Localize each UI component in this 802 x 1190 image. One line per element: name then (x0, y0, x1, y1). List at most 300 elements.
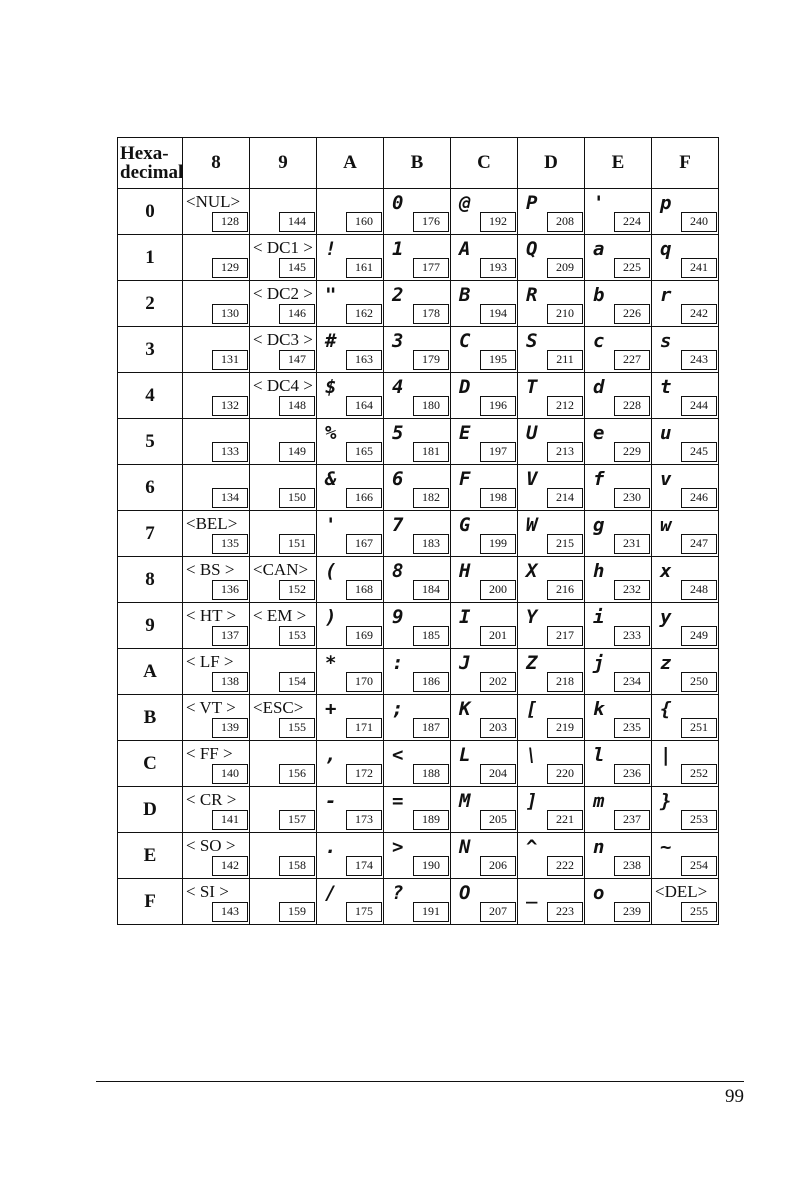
table-cell (183, 879, 250, 925)
cell-content (317, 512, 383, 556)
table-cell (317, 741, 384, 787)
table-row (118, 511, 719, 557)
table-cell (250, 833, 317, 879)
cell-content (652, 512, 718, 556)
control-code-label: <DEL> (655, 881, 708, 901)
table-cell (451, 281, 518, 327)
cell-content (317, 834, 383, 878)
cell-content (652, 558, 718, 602)
table-cell (384, 465, 451, 511)
cell-content (250, 328, 316, 372)
character-glyph: B (459, 283, 471, 306)
table-cell (451, 649, 518, 695)
decimal-code-box: 157 (279, 810, 315, 830)
table-body (118, 189, 719, 925)
character-glyph: * (325, 651, 337, 674)
table-cell (585, 327, 652, 373)
table-cell (183, 833, 250, 879)
character-glyph: s (660, 329, 672, 352)
table-cell (183, 511, 250, 557)
character-glyph: V (526, 467, 538, 490)
character-glyph: # (325, 329, 337, 352)
decimal-code-box: 137 (212, 626, 248, 646)
cell-content (183, 236, 249, 280)
decimal-code-box: 233 (614, 626, 650, 646)
cell-content (183, 558, 249, 602)
character-glyph: $ (325, 375, 337, 398)
table-cell (384, 787, 451, 833)
decimal-code-box: 250 (681, 672, 717, 692)
table-cell (451, 235, 518, 281)
table-cell (183, 557, 250, 603)
table-cell (518, 327, 585, 373)
decimal-code-box: 179 (413, 350, 449, 370)
character-glyph: Z (526, 651, 538, 674)
decimal-code-box: 212 (547, 396, 583, 416)
character-glyph: k (593, 697, 605, 720)
control-code-label: <NUL> (186, 191, 241, 211)
character-glyph: @ (459, 191, 471, 214)
cell-content (183, 880, 249, 924)
decimal-code-box: 206 (480, 856, 516, 876)
decimal-code-box: 156 (279, 764, 315, 784)
character-glyph: N (459, 835, 471, 858)
decimal-code-box: 203 (480, 718, 516, 738)
cell-content (317, 650, 383, 694)
decimal-code-box: 198 (480, 488, 516, 508)
cell-content (518, 788, 584, 832)
table-cell (585, 235, 652, 281)
character-glyph: a (593, 237, 605, 260)
row-header: C (118, 741, 183, 787)
table-cell (451, 603, 518, 649)
decimal-code-box: 181 (413, 442, 449, 462)
character-glyph: ( (325, 559, 337, 582)
character-glyph: t (660, 375, 672, 398)
cell-content (384, 236, 450, 280)
cell-content (183, 834, 249, 878)
table-cell (585, 787, 652, 833)
cell-content (652, 236, 718, 280)
cell-content (518, 834, 584, 878)
table-cell (317, 373, 384, 419)
character-glyph: , (325, 743, 337, 766)
cell-content (250, 282, 316, 326)
control-code-label: < DC3 > (253, 329, 313, 349)
cell-content (652, 696, 718, 740)
decimal-code-box: 172 (346, 764, 382, 784)
table-cell (183, 189, 250, 235)
row-header: E (118, 833, 183, 879)
character-glyph: n (593, 835, 605, 858)
character-glyph: v (660, 467, 672, 490)
table-cell (518, 879, 585, 925)
table-row (118, 189, 719, 235)
decimal-code-box: 149 (279, 442, 315, 462)
cell-content (250, 880, 316, 924)
decimal-code-box: 221 (547, 810, 583, 830)
decimal-code-box: 165 (346, 442, 382, 462)
table-cell (384, 511, 451, 557)
character-glyph: F (459, 467, 471, 490)
character-glyph: f (593, 467, 605, 490)
character-glyph: [ (526, 697, 538, 720)
cell-content (451, 328, 517, 372)
table-row (118, 695, 719, 741)
cell-content (317, 788, 383, 832)
character-glyph: 5 (392, 421, 404, 444)
decimal-code-box: 218 (547, 672, 583, 692)
table-cell (585, 695, 652, 741)
table-cell (652, 189, 719, 235)
cell-content (250, 190, 316, 234)
decimal-code-box: 171 (346, 718, 382, 738)
cell-content (451, 788, 517, 832)
character-glyph: O (459, 881, 471, 904)
table-cell (518, 281, 585, 327)
table-cell (518, 373, 585, 419)
table-cell (317, 281, 384, 327)
character-glyph: M (459, 789, 471, 812)
cell-content (317, 282, 383, 326)
table-cell (451, 879, 518, 925)
table-cell (585, 741, 652, 787)
control-code-label: < VT > (186, 697, 236, 717)
table-row (118, 649, 719, 695)
cell-content (451, 558, 517, 602)
table-cell (250, 511, 317, 557)
table-cell (250, 557, 317, 603)
decimal-code-box: 136 (212, 580, 248, 600)
character-glyph: R (526, 283, 538, 306)
decimal-code-box: 195 (480, 350, 516, 370)
column-header: C (451, 138, 518, 189)
table-cell (652, 419, 719, 465)
row-header: 4 (118, 373, 183, 419)
decimal-code-box: 160 (346, 212, 382, 232)
table-cell (652, 603, 719, 649)
row-header: D (118, 787, 183, 833)
character-glyph: ; (392, 697, 404, 720)
table-cell (183, 419, 250, 465)
character-glyph: Q (526, 237, 538, 260)
decimal-code-box: 207 (480, 902, 516, 922)
control-code-label: < DC1 > (253, 237, 313, 257)
decimal-code-box: 190 (413, 856, 449, 876)
character-glyph: H (459, 559, 471, 582)
cell-content (451, 604, 517, 648)
decimal-code-box: 178 (413, 304, 449, 324)
decimal-code-box: 128 (212, 212, 248, 232)
table-cell (384, 281, 451, 327)
cell-content (652, 604, 718, 648)
character-glyph: 0 (392, 191, 404, 214)
character-glyph: : (392, 651, 404, 674)
column-header: 9 (250, 138, 317, 189)
decimal-code-box: 138 (212, 672, 248, 692)
table-cell (518, 189, 585, 235)
character-glyph: ^ (526, 835, 538, 858)
decimal-code-box: 237 (614, 810, 650, 830)
decimal-code-box: 223 (547, 902, 583, 922)
cell-content (384, 834, 450, 878)
table-cell (518, 833, 585, 879)
decimal-code-box: 229 (614, 442, 650, 462)
table-cell (317, 327, 384, 373)
decimal-code-box: 252 (681, 764, 717, 784)
decimal-code-box: 222 (547, 856, 583, 876)
cell-content (384, 512, 450, 556)
control-code-label: <ESC> (253, 697, 304, 717)
character-glyph: d (593, 375, 605, 398)
table-cell (183, 465, 250, 511)
table-cell (384, 649, 451, 695)
table-cell (652, 741, 719, 787)
cell-content (250, 374, 316, 418)
character-glyph: l (593, 743, 605, 766)
table-row (118, 741, 719, 787)
character-glyph: G (459, 513, 471, 536)
decimal-code-box: 234 (614, 672, 650, 692)
character-glyph: } (660, 789, 672, 812)
character-glyph: - (325, 789, 337, 812)
decimal-code-box: 213 (547, 442, 583, 462)
decimal-code-box: 201 (480, 626, 516, 646)
column-header: D (518, 138, 585, 189)
decimal-code-box: 187 (413, 718, 449, 738)
character-glyph: ? (392, 881, 404, 904)
decimal-code-box: 191 (413, 902, 449, 922)
table-cell (183, 741, 250, 787)
cell-content (451, 374, 517, 418)
decimal-code-box: 135 (212, 534, 248, 554)
character-glyph: p (660, 191, 672, 214)
decimal-code-box: 145 (279, 258, 315, 278)
decimal-code-box: 243 (681, 350, 717, 370)
column-header: E (585, 138, 652, 189)
table-cell (317, 833, 384, 879)
cell-content (183, 650, 249, 694)
table-cell (317, 189, 384, 235)
table-cell (183, 695, 250, 741)
cell-content (250, 558, 316, 602)
decimal-code-box: 169 (346, 626, 382, 646)
cell-content (317, 604, 383, 648)
table-cell (183, 603, 250, 649)
table-cell (518, 511, 585, 557)
cell-content (250, 788, 316, 832)
decimal-code-box: 134 (212, 488, 248, 508)
character-glyph: ' (593, 191, 605, 214)
cell-content (652, 190, 718, 234)
cell-content (652, 282, 718, 326)
decimal-code-box: 168 (346, 580, 382, 600)
control-code-label: <BEL> (186, 513, 238, 533)
cell-content (384, 374, 450, 418)
decimal-code-box: 210 (547, 304, 583, 324)
decimal-code-box: 189 (413, 810, 449, 830)
cell-content (451, 742, 517, 786)
table-cell (652, 373, 719, 419)
decimal-code-box: 193 (480, 258, 516, 278)
table-cell (250, 373, 317, 419)
cell-content (585, 190, 651, 234)
character-glyph: U (526, 421, 538, 444)
character-glyph: 4 (392, 375, 404, 398)
decimal-code-box: 253 (681, 810, 717, 830)
decimal-code-box: 154 (279, 672, 315, 692)
decimal-code-box: 131 (212, 350, 248, 370)
table-cell (652, 557, 719, 603)
table-cell (652, 511, 719, 557)
cell-content (518, 466, 584, 510)
decimal-code-box: 159 (279, 902, 315, 922)
decimal-code-box: 224 (614, 212, 650, 232)
cell-content (585, 328, 651, 372)
table-cell (585, 833, 652, 879)
control-code-label: < FF > (186, 743, 233, 763)
character-glyph: 7 (392, 513, 404, 536)
table-cell (250, 465, 317, 511)
decimal-code-box: 251 (681, 718, 717, 738)
decimal-code-box: 197 (480, 442, 516, 462)
character-glyph: 8 (392, 559, 404, 582)
control-code-label: < SI > (186, 881, 229, 901)
character-glyph: & (325, 467, 337, 490)
decimal-code-box: 247 (681, 534, 717, 554)
character-glyph: 1 (392, 237, 404, 260)
table-cell (384, 741, 451, 787)
table-cell (384, 833, 451, 879)
decimal-code-box: 144 (279, 212, 315, 232)
column-header: B (384, 138, 451, 189)
decimal-code-box: 204 (480, 764, 516, 784)
cell-content (518, 374, 584, 418)
table-row (118, 327, 719, 373)
cell-content (451, 466, 517, 510)
table-cell (317, 557, 384, 603)
cell-content (250, 420, 316, 464)
table-cell (518, 557, 585, 603)
cell-content (317, 420, 383, 464)
cell-content (652, 788, 718, 832)
decimal-code-box: 163 (346, 350, 382, 370)
table-cell (652, 879, 719, 925)
character-glyph: % (325, 421, 337, 444)
table-cell (518, 465, 585, 511)
cell-content (451, 236, 517, 280)
decimal-code-box: 150 (279, 488, 315, 508)
decimal-code-box: 241 (681, 258, 717, 278)
decimal-code-box: 217 (547, 626, 583, 646)
table-cell (317, 603, 384, 649)
cell-content (317, 880, 383, 924)
character-glyph: g (593, 513, 605, 536)
cell-content (183, 466, 249, 510)
column-header: F (652, 138, 719, 189)
cell-content (652, 742, 718, 786)
control-code-label: < SO > (186, 835, 236, 855)
character-glyph: z (660, 651, 672, 674)
cell-content (585, 788, 651, 832)
decimal-code-box: 176 (413, 212, 449, 232)
table-row (118, 879, 719, 925)
cell-content (652, 650, 718, 694)
column-header: A (317, 138, 384, 189)
decimal-code-box: 166 (346, 488, 382, 508)
decimal-code-box: 230 (614, 488, 650, 508)
decimal-code-box: 161 (346, 258, 382, 278)
cell-content (652, 420, 718, 464)
row-header: 5 (118, 419, 183, 465)
cell-content (183, 374, 249, 418)
decimal-code-box: 202 (480, 672, 516, 692)
table-cell (518, 695, 585, 741)
column-header: 8 (183, 138, 250, 189)
cell-content (585, 466, 651, 510)
decimal-code-box: 153 (279, 626, 315, 646)
table-cell (384, 695, 451, 741)
character-glyph: ! (325, 237, 337, 260)
decimal-code-box: 245 (681, 442, 717, 462)
decimal-code-box: 146 (279, 304, 315, 324)
cell-content (518, 742, 584, 786)
cell-content (183, 604, 249, 648)
character-glyph: A (459, 237, 471, 260)
cell-content (250, 650, 316, 694)
table-cell (384, 603, 451, 649)
table-cell (317, 235, 384, 281)
cell-content (585, 374, 651, 418)
decimal-code-box: 139 (212, 718, 248, 738)
character-glyph: m (593, 789, 605, 812)
decimal-code-box: 177 (413, 258, 449, 278)
decimal-code-box: 255 (681, 902, 717, 922)
table-row (118, 557, 719, 603)
table-cell (317, 649, 384, 695)
table-cell (451, 557, 518, 603)
decimal-code-box: 174 (346, 856, 382, 876)
cell-content (518, 696, 584, 740)
table-cell (183, 281, 250, 327)
decimal-code-box: 147 (279, 350, 315, 370)
cell-content (183, 282, 249, 326)
decimal-code-box: 192 (480, 212, 516, 232)
decimal-code-box: 242 (681, 304, 717, 324)
character-glyph: ' (325, 513, 337, 536)
decimal-code-box: 239 (614, 902, 650, 922)
character-glyph: ~ (660, 835, 672, 858)
cell-content (585, 604, 651, 648)
table-cell (317, 419, 384, 465)
decimal-code-box: 132 (212, 396, 248, 416)
cell-content (317, 466, 383, 510)
character-glyph: E (459, 421, 471, 444)
table-row (118, 787, 719, 833)
row-header: 2 (118, 281, 183, 327)
row-header: F (118, 879, 183, 925)
decimal-code-box: 175 (346, 902, 382, 922)
character-glyph: I (459, 605, 471, 628)
cell-content (518, 282, 584, 326)
row-header: 0 (118, 189, 183, 235)
decimal-code-box: 216 (547, 580, 583, 600)
row-header: 1 (118, 235, 183, 281)
header-row (118, 138, 719, 189)
cell-content (384, 880, 450, 924)
row-header: 7 (118, 511, 183, 557)
table-cell (451, 787, 518, 833)
